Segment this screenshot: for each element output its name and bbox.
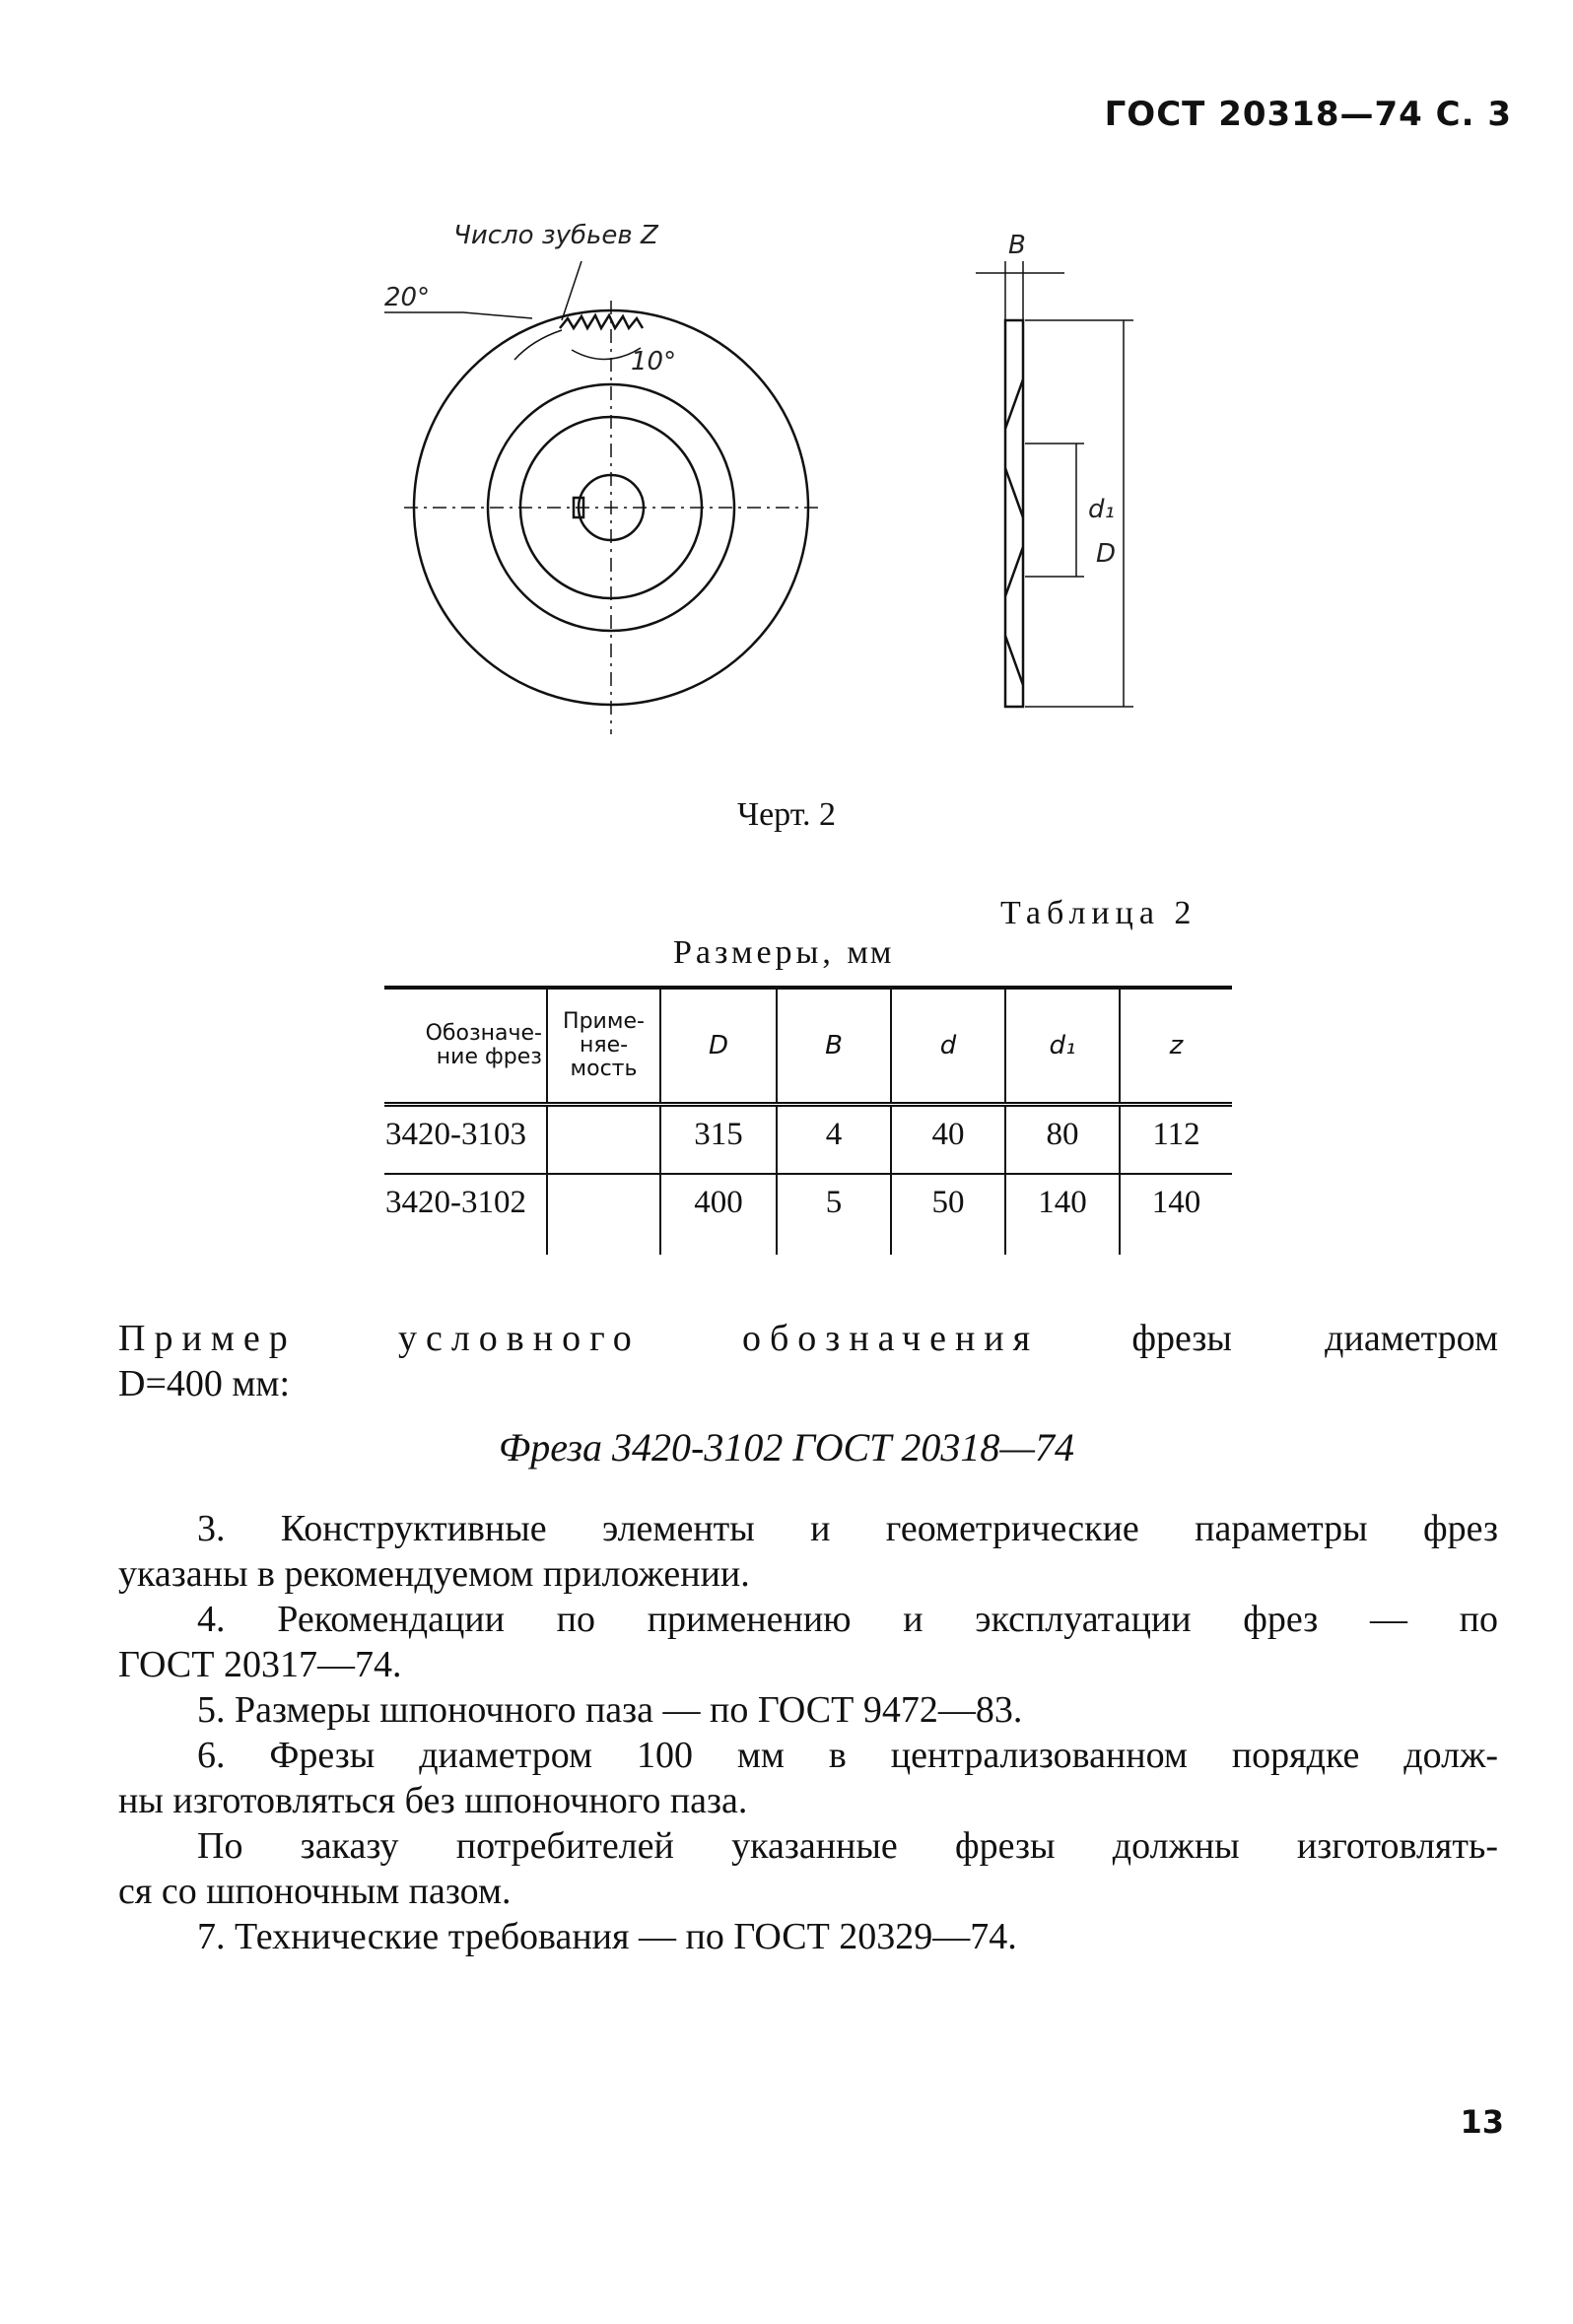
order-note-line1: По заказу потребителей указанные фрезы должны изготовлять- <box>197 1825 1498 1867</box>
cell-d1: 140 <box>1005 1174 1120 1255</box>
example-line-1: Пример условного обозначения фрезы диаметром <box>118 1318 1498 1359</box>
diameter-label: D <box>1096 539 1117 569</box>
item-5: 5. Размеры шпоночного паза — по ГОСТ 9472—83. <box>197 1689 1023 1731</box>
table-row <box>384 1104 1232 1174</box>
cell-B: 4 <box>777 1104 891 1174</box>
cell-D: 400 <box>660 1174 777 1255</box>
order-note-line2: ся со шпоночным пазом. <box>118 1871 512 1912</box>
page-header: ГОСТ 20318—74 С. 3 <box>1104 95 1512 134</box>
angle-label-small: 10° <box>631 347 677 376</box>
col-d: d <box>891 988 1005 1104</box>
example-designation: Фреза 3420-3102 ГОСТ 20318—74 <box>499 1425 1074 1470</box>
table-units <box>673 934 893 972</box>
cell-applicability <box>547 1104 660 1174</box>
hub-diameter-label: d₁ <box>1088 495 1115 524</box>
col-applicability: Приме- няе- мость <box>547 988 660 1104</box>
cell-z: 112 <box>1120 1104 1232 1174</box>
col-D: D <box>660 988 777 1104</box>
cutter-drawing <box>384 221 1183 774</box>
table-header-row <box>384 988 1232 1104</box>
dimensions-table <box>384 986 1232 1255</box>
cell-applicability <box>547 1174 660 1255</box>
item-4-line2: ГОСТ 20317—74. <box>118 1644 402 1685</box>
item-4-line1: 4. Рекомендации по применению и эксплуатации фрез — по <box>197 1599 1498 1640</box>
item-3-line2: указаны в рекомендуемом приложении. <box>118 1553 750 1595</box>
example-line-2: D=400 мм: <box>118 1363 291 1404</box>
units-label: Размеры, <box>673 934 835 971</box>
table-row <box>384 1174 1232 1255</box>
teeth <box>560 315 643 328</box>
page-number: 13 <box>1460 2103 1504 2141</box>
cell-d: 40 <box>891 1104 1005 1174</box>
item-3-line1: 3. Конструктивные элементы и геометрические параметры фрез <box>197 1508 1498 1549</box>
item-7: 7. Технические требования — по ГОСТ 20329—74. <box>197 1916 1017 1957</box>
cell-B: 5 <box>777 1174 891 1255</box>
col-z: z <box>1120 988 1232 1104</box>
table-title: Таблица 2 <box>1000 895 1197 931</box>
numbered-items <box>118 1506 1498 1959</box>
angle-label: 20° <box>384 283 431 312</box>
col-designation: Обозначе- ние фрез <box>425 1020 542 1069</box>
cell-D: 315 <box>660 1104 777 1174</box>
units-value: мм <box>847 934 894 971</box>
cell-designation: 3420-3102 <box>385 1184 526 1220</box>
cell-d1: 80 <box>1005 1104 1120 1174</box>
width-label: B <box>1008 231 1026 260</box>
teeth-count-label: Число зубьев Z <box>453 221 658 250</box>
cell-designation: 3420-3103 <box>384 1104 547 1174</box>
cell-d: 50 <box>891 1174 1005 1255</box>
figure-caption: Черт. 2 <box>736 796 837 833</box>
example-paragraph <box>118 1316 1498 1406</box>
col-B: B <box>777 988 891 1104</box>
cell-z: 140 <box>1120 1174 1232 1255</box>
item-6-line1: 6. Фрезы диаметром 100 мм в централизованном порядке долж- <box>197 1735 1498 1776</box>
item-6-line2: ны изготовляться без шпоночного паза. <box>118 1780 748 1821</box>
col-d1: d₁ <box>1005 988 1120 1104</box>
